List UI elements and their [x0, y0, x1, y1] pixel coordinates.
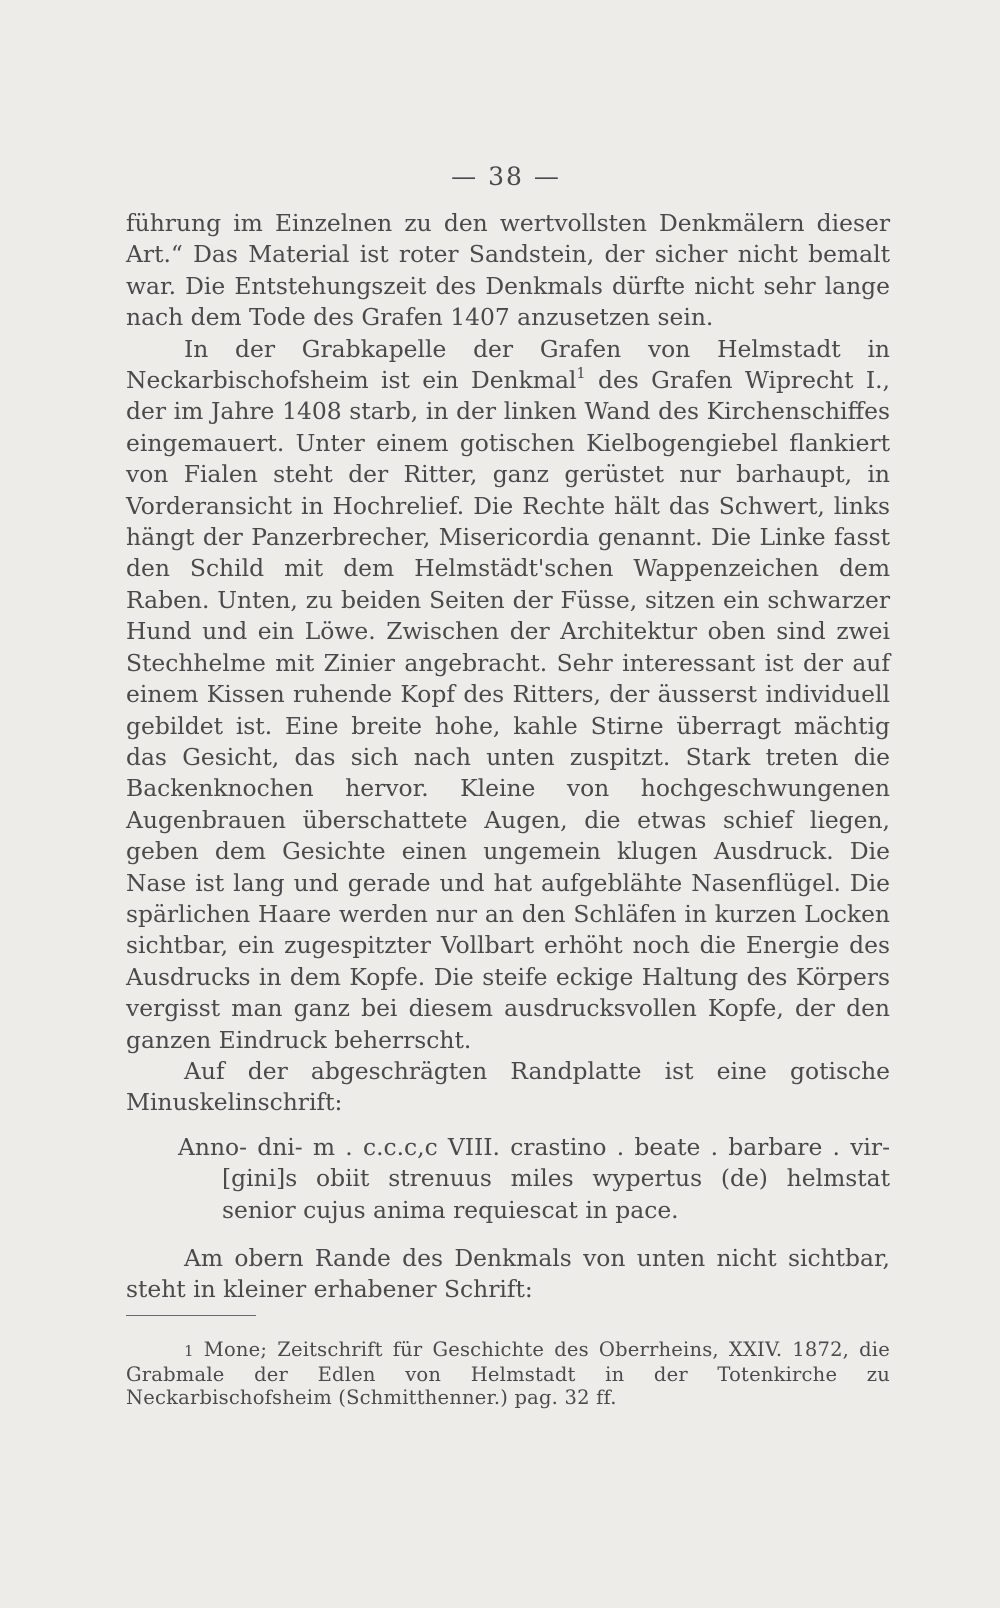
paragraph-continuation: führung im Einzelnen zu den wertvollsten Denkmälern dieser Art.“ Das Material ist roter Sandstein, der sicher nicht bemalt war. Die Entstehungszeit des Denkmals dürfte nicht sehr lange nach dem Tode des Grafen 1407 anzusetzen sein.	[126, 209, 890, 332]
footnote-marker: 1	[184, 1342, 194, 1360]
paragraph-text: des Grafen Wiprecht I., der im Jahre 1408 starb, in der linken Wand des Kirchenschiffes eingemauert. Unter einem gotischen Kielbogengiebel flankiert von Fialen steht der Ritter, ganz gerüstet nur barhaupt, in Vorderansicht in Hochrelief. Die Rechte hält das Schwert, links hängt der Panzerbrecher, Misericordia genannt. Die Linke fasst den Schild mit dem Helmstädt'schen Wappenzeichen dem Raben. Unten, zu beiden Seiten der Füsse, sitzen ein schwarzer Hund und ein Löwe. Zwischen der Architektur oben sind zwei Stechhelme mit Zinier angebracht. Sehr interessant ist der auf einem Kissen ruhende Kopf des Ritters, der äusserst individuell gebildet ist. Eine breite hohe, kahle Stirne überragt mächtig das Gesicht, das sich nach unten zuspitzt. Stark treten die Backenknochen hervor. Kleine von hochgeschwungenen Augenbrauen überschattete Augen, die etwas schief liegen, geben dem Gesichte einen ungemein klugen Ausdruck. Die Nase ist lang und gerade und hat aufgeblähte Nasenflügel. Die spärlichen Haare werden nur an den Schläfen in kurzen Locken sichtbar, ein zugespitzter Vollbart erhöht noch die Energie des Ausdrucks in dem Kopfe. Die steife eckige Haltung des Körpers vergisst man ganz bei diesem ausdrucksvollen Kopfe, der den ganzen Eindruck beherrscht.	[126, 366, 890, 1054]
paragraph-grabkapelle	[126, 334, 890, 1056]
body-text	[126, 208, 890, 1306]
paragraph-randplatte: Auf der abgeschrägten Randplatte ist eine gotische Minuskelinschrift:	[126, 1056, 890, 1117]
paragraph-obern-rande: Am obern Rande des Denkmals von unten nicht sichtbar, steht in kleiner erhabener Schrift:	[126, 1244, 890, 1304]
footnotes	[126, 1338, 890, 1409]
footnote-reference: 1	[576, 365, 586, 382]
footnote-text: Mone; Zeitschrift für Geschichte des Oberrheins, XXIV. 1872, die Grabmale der Edlen von Helmstadt in der Totenkirche zu Neckarbischofsheim (Schmitthenner.) pag. 32 ff.	[126, 1338, 890, 1409]
footnote	[126, 1338, 890, 1409]
inscription-quote: Anno- dni- m . c.c.c,c VIII. crastino . beate . barbare . vir- [gini]s obiit strenuus miles wypertus (de) helmstat senior cujus anima requiescat in pace.	[178, 1132, 890, 1224]
page-number: — 38 —	[451, 162, 561, 191]
footnote-divider	[126, 1315, 256, 1316]
paragraph-text: In der Grabkapelle der Grafen von Helmstadt in Neckarbischofsheim ist ein Denkmal	[126, 334, 890, 395]
